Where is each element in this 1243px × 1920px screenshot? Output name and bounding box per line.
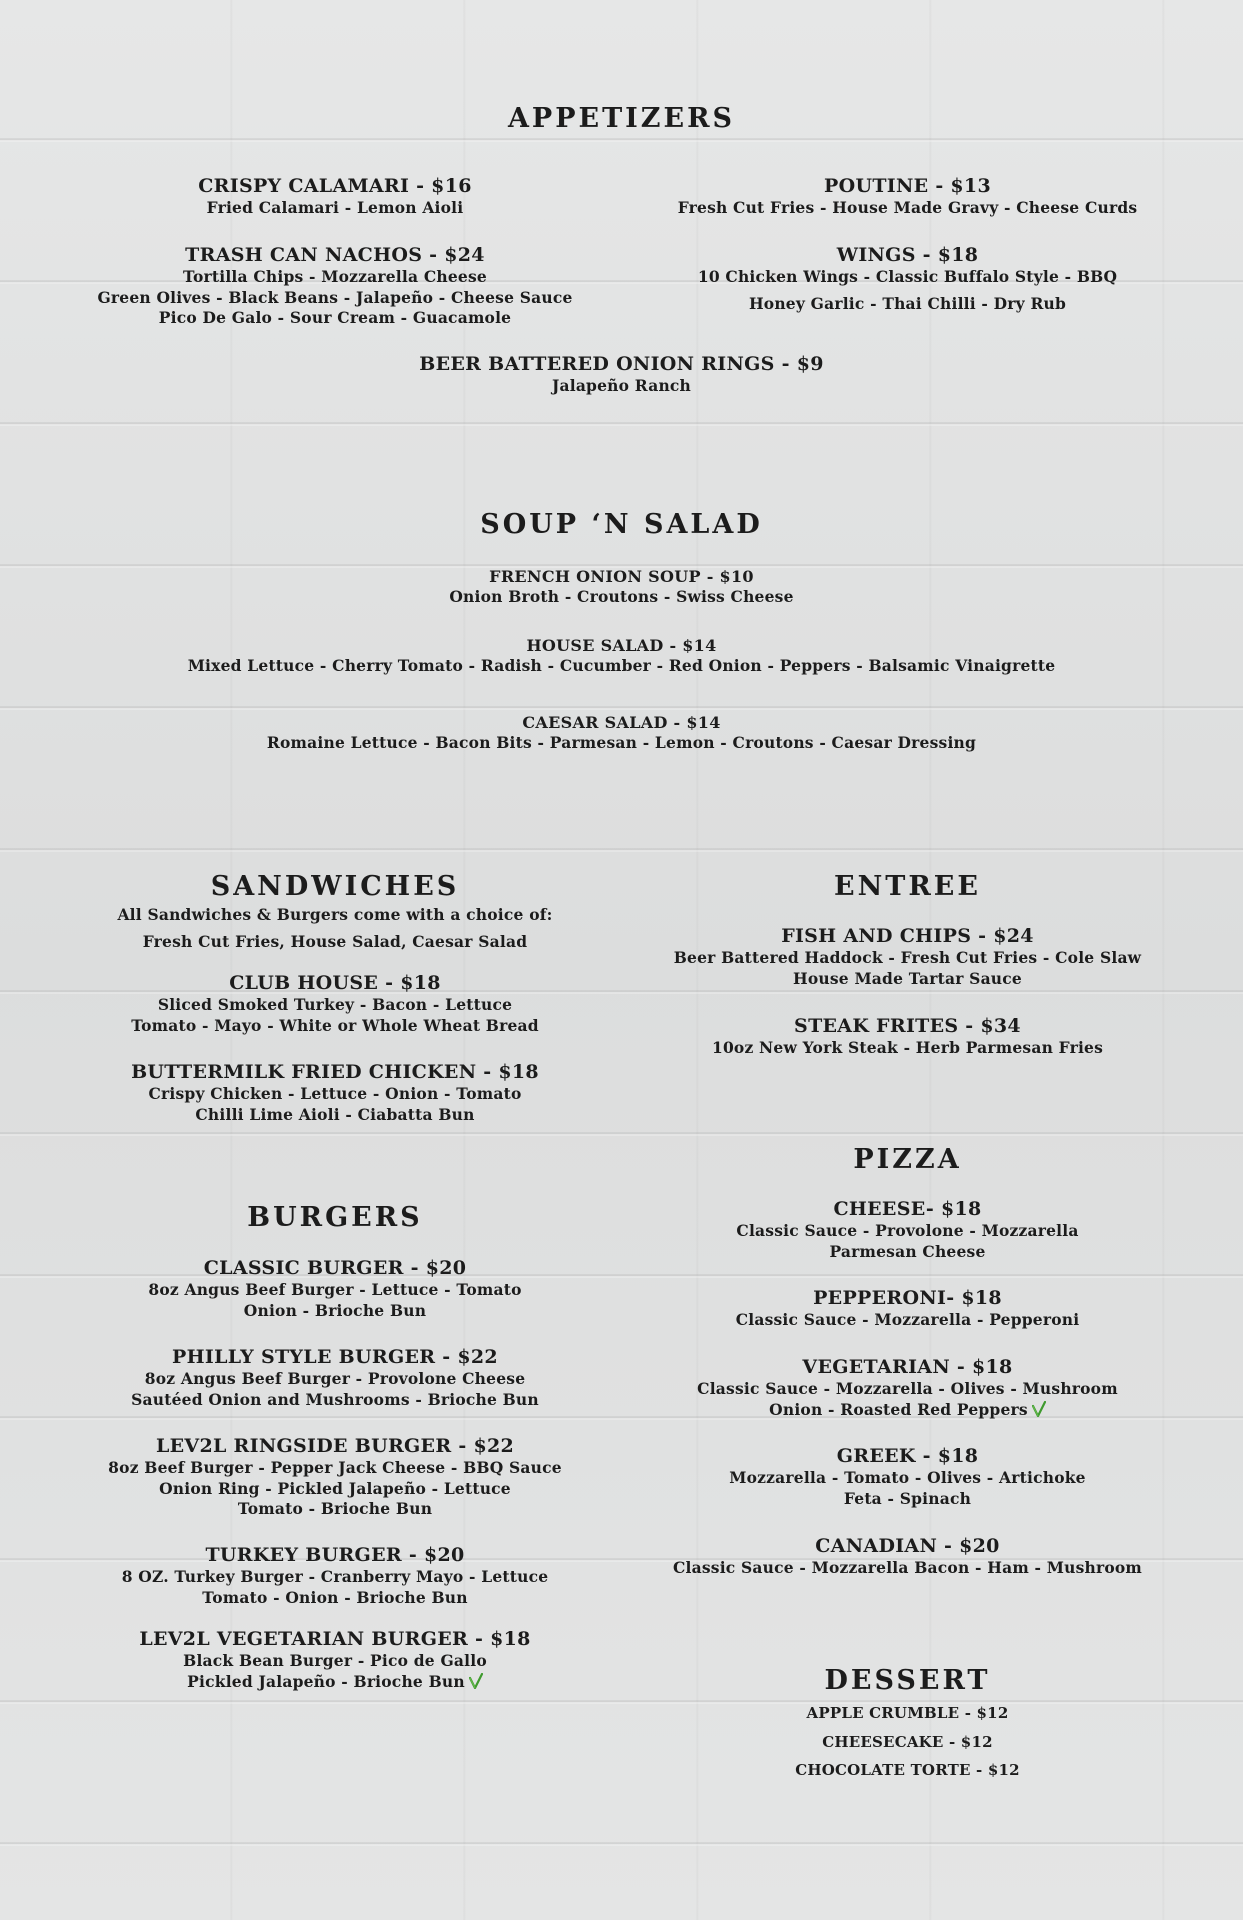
item-description: Mixed Lettuce - Cherry Tomato - Radish - Cucumber - Red Onion - Peppers - Balsamic Vinaigrette	[187, 656, 1056, 675]
menu-item-chocolate-torte: CHOCOLATE TORTE - $12	[795, 1761, 1020, 1779]
item-title: LEV2L RINGSIDE BURGER - $22	[155, 1435, 515, 1457]
item-title: TRASH CAN NACHOS - $24	[185, 244, 485, 266]
dessert-heading: DESSERT	[824, 1665, 991, 1696]
menu-item-poutine	[600, 175, 1215, 219]
sandwiches-heading: SANDWICHES	[210, 871, 460, 902]
vegetarian-leaf-icon	[469, 1673, 483, 1689]
item-description: Romaine Lettuce - Bacon Bits - Parmesan - Lemon - Croutons - Caesar Dressing	[266, 733, 977, 752]
item-description: Onion - Roasted Red Peppers	[769, 1399, 1028, 1419]
pizza-heading: PIZZA	[853, 1144, 962, 1175]
sides-note: Fresh Cut Fries, House Salad, Caesar Salad	[142, 931, 528, 951]
item-description: Classic Sauce - Mozzarella Bacon - Ham - Mushroom	[672, 1558, 1143, 1577]
item-title: TURKEY BURGER - $20	[205, 1544, 465, 1566]
item-title: CHEESE- $18	[833, 1198, 982, 1220]
item-title: FISH AND CHIPS - $24	[781, 925, 1034, 947]
item-description: 10oz New York Steak - Herb Parmesan Fries	[711, 1038, 1104, 1057]
menu-item-house-salad	[0, 635, 1243, 677]
menu-item-apple-crumble: APPLE CRUMBLE - $12	[806, 1704, 1009, 1722]
item-title: VEGETARIAN - $18	[802, 1356, 1013, 1378]
appetizers-heading: APPETIZERS	[507, 103, 736, 134]
item-description: Classic Sauce - Provolone - Mozzarella	[736, 1221, 1079, 1240]
menu-item-vegetarian-pizza	[600, 1356, 1215, 1420]
item-title: PEPPERONI- $18	[813, 1287, 1002, 1309]
item-description: Onion - Brioche Bun	[243, 1300, 427, 1320]
menu-item-french-onion-soup	[0, 566, 1243, 608]
menu-item-onion-rings	[0, 353, 1243, 397]
item-title: STEAK FRITES - $34	[794, 1015, 1021, 1037]
menu-item-club-house	[30, 972, 640, 1036]
menu-item-turkey-burger	[30, 1544, 640, 1608]
item-description: Feta - Spinach	[843, 1488, 972, 1508]
item-description: 8oz Beef Burger - Pepper Jack Cheese - BBQ Sauce	[108, 1458, 562, 1477]
item-title: CLASSIC BURGER - $20	[203, 1257, 467, 1279]
item-title: LEV2L VEGETARIAN BURGER - $18	[139, 1628, 531, 1650]
entree-section	[600, 871, 1215, 903]
item-title: PHILLY STYLE BURGER - $22	[172, 1346, 498, 1368]
menu-item-crispy-calamari	[30, 175, 640, 219]
item-description: Classic Sauce - Mozzarella - Olives - Mushroom	[697, 1379, 1118, 1398]
item-description: 8 OZ. Turkey Burger - Cranberry Mayo - Lettuce	[121, 1567, 549, 1586]
menu-item-cheese-pizza	[600, 1198, 1215, 1262]
item-description: Black Bean Burger - Pico de Gallo	[183, 1651, 487, 1670]
menu-item-lev2l-ringside-burger	[30, 1435, 640, 1520]
item-description: Green Olives - Black Beans - Jalapeño - Cheese Sauce	[97, 287, 573, 307]
item-description: Honey Garlic - Thai Chilli - Dry Rub	[748, 293, 1067, 313]
sandwiches-section	[30, 871, 640, 952]
pizza-section	[600, 1144, 1215, 1176]
menu-item-wings	[600, 244, 1215, 314]
item-description: Tortilla Chips - Mozzarella Cheese	[183, 267, 487, 286]
item-title: POUTINE - $13	[824, 175, 991, 197]
item-title: CAESAR SALAD - $14	[522, 713, 721, 732]
item-title: CANADIAN - $20	[815, 1535, 1000, 1557]
item-description: Parmesan Cheese	[829, 1241, 986, 1261]
item-title: CLUB HOUSE - $18	[229, 972, 441, 994]
item-description: Jalapeño Ranch	[551, 376, 692, 395]
menu-item-buttermilk-fried-chicken	[30, 1061, 640, 1125]
item-description: Onion Broth - Croutons - Swiss Cheese	[449, 587, 794, 606]
item-description: House Made Tartar Sauce	[793, 968, 1022, 988]
item-description: Mozzarella - Tomato - Olives - Artichoke	[729, 1468, 1086, 1487]
item-title: WINGS - $18	[836, 244, 979, 266]
item-description: Beer Battered Haddock - Fresh Cut Fries - Cole Slaw	[673, 948, 1142, 967]
item-description: Fried Calamari - Lemon Aioli	[206, 198, 464, 217]
item-description: Pico De Galo - Sour Cream - Guacamole	[158, 308, 512, 327]
item-title: CRISPY CALAMARI - $16	[198, 175, 472, 197]
dessert-section	[600, 1665, 1215, 1781]
sides-note: All Sandwiches & Burgers come with a choice of:	[117, 905, 553, 924]
item-description: 8oz Angus Beef Burger - Provolone Cheese	[144, 1369, 526, 1388]
item-description: Sliced Smoked Turkey - Bacon - Lettuce	[157, 995, 513, 1014]
item-title: HOUSE SALAD - $14	[526, 636, 717, 655]
item-description: Chilli Lime Aioli - Ciabatta Bun	[195, 1104, 475, 1124]
item-description-line	[600, 1400, 1215, 1421]
item-description: Tomato - Onion - Brioche Bun	[202, 1587, 468, 1607]
vegetarian-leaf-icon	[1032, 1401, 1046, 1417]
menu-item-cheesecake: CHEESECAKE - $12	[822, 1732, 993, 1751]
burgers-section	[30, 1202, 640, 1234]
menu-item-steak-frites	[600, 1015, 1215, 1059]
item-title: BEER BATTERED ONION RINGS - $9	[419, 353, 824, 375]
burgers-heading: BURGERS	[247, 1202, 423, 1233]
menu-item-lev2l-vegetarian-burger	[30, 1628, 640, 1692]
menu-item-pepperoni-pizza	[600, 1287, 1215, 1331]
entree-heading: ENTREE	[834, 871, 981, 902]
menu-item-philly-style-burger	[30, 1346, 640, 1410]
item-description: Fresh Cut Fries - House Made Gravy - Cheese Curds	[677, 198, 1138, 217]
item-description: Onion Ring - Pickled Jalapeño - Lettuce	[159, 1478, 511, 1498]
item-description-line	[30, 1672, 640, 1693]
menu-item-caesar-salad	[0, 712, 1243, 754]
soup-salad-heading: SOUP ‘N SALAD	[480, 509, 763, 540]
menu-item-fish-and-chips	[600, 925, 1215, 989]
menu-item-greek-pizza	[600, 1445, 1215, 1509]
item-description: Tomato - Brioche Bun	[237, 1499, 433, 1518]
item-description: Pickled Jalapeño - Brioche Bun	[187, 1671, 465, 1691]
item-title: FRENCH ONION SOUP - $10	[489, 567, 754, 586]
appetizers-section	[0, 103, 1243, 135]
menu-item-canadian-pizza	[600, 1535, 1215, 1579]
item-description: Classic Sauce - Mozzarella - Pepperoni	[735, 1310, 1080, 1329]
item-description: Tomato - Mayo - White or Whole Wheat Bread	[131, 1015, 539, 1035]
menu-item-trash-can-nachos	[30, 244, 640, 329]
item-description: Sautéed Onion and Mushrooms - Brioche Bun	[131, 1389, 539, 1409]
item-description: 10 Chicken Wings - Classic Buffalo Style - BBQ	[697, 267, 1118, 286]
item-title: GREEK - $18	[836, 1445, 979, 1467]
soup-salad-section	[0, 509, 1243, 541]
item-description: Crispy Chicken - Lettuce - Onion - Tomato	[148, 1084, 522, 1103]
menu-item-classic-burger	[30, 1257, 640, 1321]
item-description: 8oz Angus Beef Burger - Lettuce - Tomato	[148, 1280, 522, 1299]
item-title: BUTTERMILK FRIED CHICKEN - $18	[131, 1061, 539, 1083]
